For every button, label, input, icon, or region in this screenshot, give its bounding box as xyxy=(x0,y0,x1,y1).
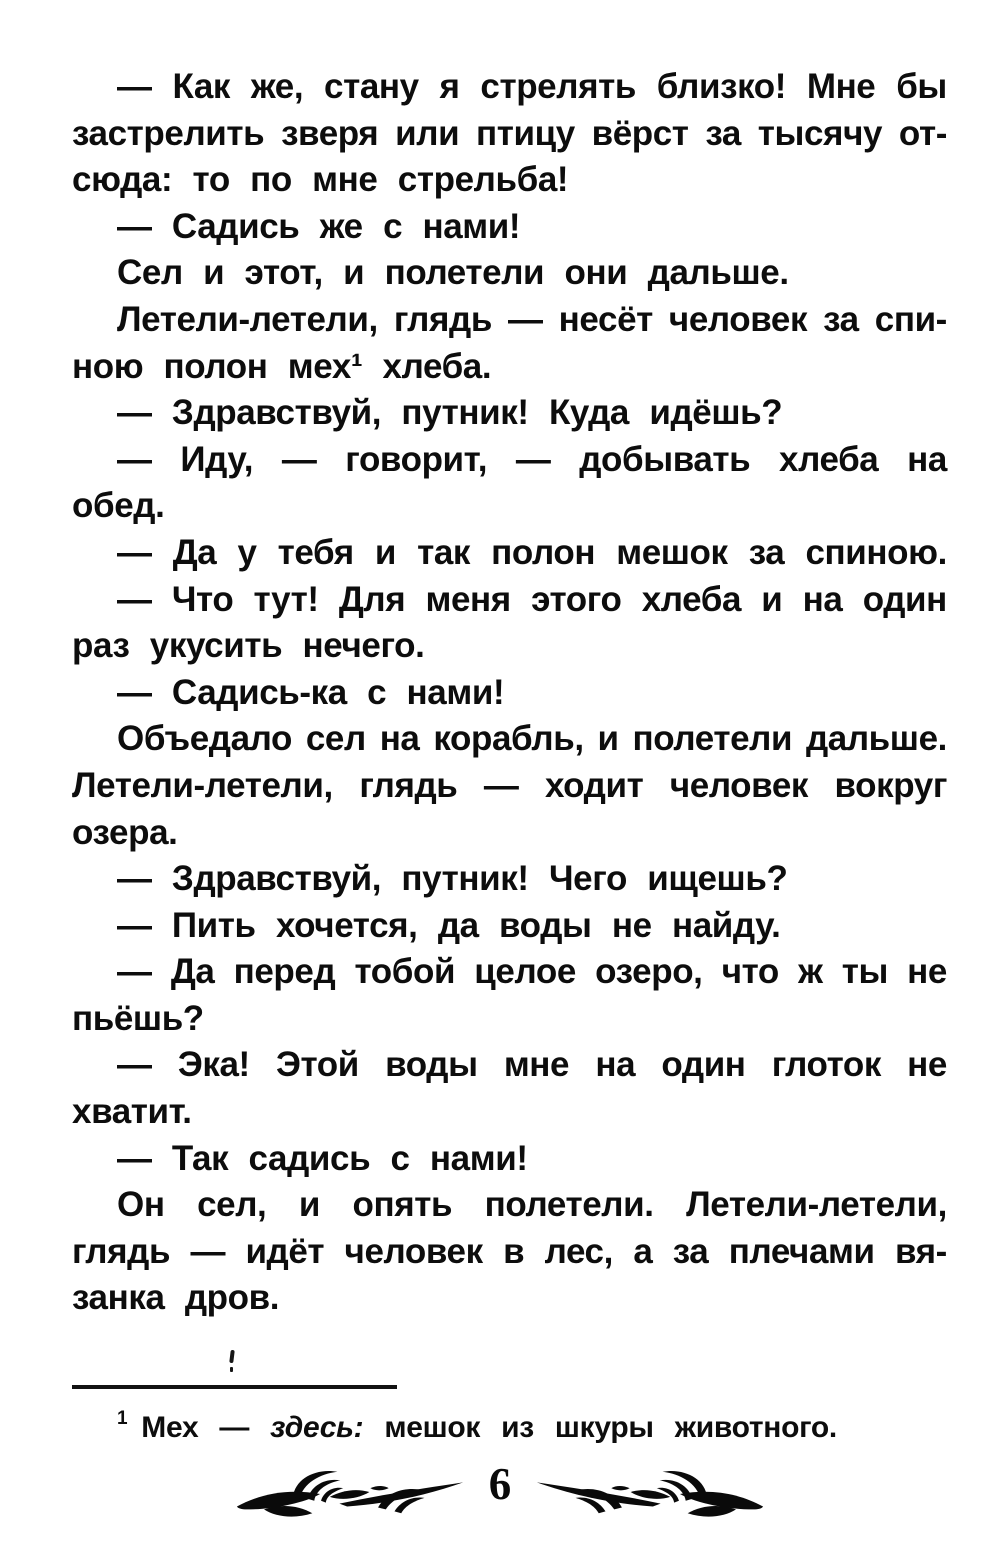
word: Летели-летели, xyxy=(686,1185,947,1225)
word: за xyxy=(748,532,785,572)
word: добывать xyxy=(579,439,751,479)
word: — xyxy=(117,579,152,619)
word: человек xyxy=(668,299,808,339)
word: глядь xyxy=(393,299,492,339)
word: в xyxy=(503,1231,525,1271)
word: ходит xyxy=(544,765,644,805)
word: — xyxy=(117,67,152,106)
word: Что xyxy=(171,579,234,619)
text-line xyxy=(72,1182,947,1229)
text-line: — Так садись с нами! xyxy=(117,1138,528,1178)
word: — xyxy=(190,1231,226,1271)
word: близко! xyxy=(656,67,786,106)
word: дальше. xyxy=(805,719,947,759)
word: глядь xyxy=(359,765,458,805)
word: Эка! xyxy=(177,1045,250,1085)
text-line: обед. xyxy=(72,486,165,526)
ornament-right-icon xyxy=(533,1463,765,1523)
text-line: — Пить хочется, да воды не найду. xyxy=(117,905,781,945)
word: ты xyxy=(841,952,888,992)
word: тысячу xyxy=(757,113,883,153)
word: Да xyxy=(170,952,215,992)
text-line: — Садись же с нами! xyxy=(117,206,521,246)
word: стану xyxy=(324,67,419,106)
word: плечами xyxy=(728,1231,875,1271)
text-line xyxy=(72,530,947,577)
word: — xyxy=(117,439,152,479)
word: Да xyxy=(172,532,217,572)
word: птицу xyxy=(476,113,575,153)
word: на xyxy=(379,719,420,759)
text-line: раз укусить нечего. xyxy=(72,626,425,666)
word: спиною. xyxy=(805,532,947,572)
word: мне xyxy=(503,1045,570,1085)
text-line: занка дров. xyxy=(72,1278,280,1318)
word: Летели-летели, xyxy=(117,299,378,339)
footnote-text-rest: мешок из шкуры животного. xyxy=(384,1411,837,1444)
word: Летели-летели, xyxy=(72,765,333,805)
word: Как xyxy=(172,67,231,106)
word: глядь xyxy=(72,1231,171,1271)
word: Объедало xyxy=(117,719,292,759)
word: человек xyxy=(344,1231,483,1271)
word: а xyxy=(633,1231,653,1271)
word: полетели. xyxy=(484,1185,654,1225)
word: от- xyxy=(898,113,947,153)
text-line xyxy=(72,1229,947,1276)
text-line xyxy=(72,949,947,996)
word: Мне xyxy=(806,67,876,106)
word: не xyxy=(907,952,947,992)
word: мешок xyxy=(616,532,728,572)
text-line: сюда: то по мне стрельба! xyxy=(72,160,569,200)
word: — xyxy=(483,765,519,805)
word: за xyxy=(823,299,859,339)
word: полетели xyxy=(632,719,793,759)
word: лес, xyxy=(544,1231,613,1271)
word: хлеба xyxy=(779,439,879,479)
text-line: — Здравствуй, путник! Чего ищешь? xyxy=(117,859,788,899)
page-footer xyxy=(0,1458,1000,1528)
text-line xyxy=(72,716,947,763)
word: зверя xyxy=(281,113,379,153)
word: меня xyxy=(425,579,511,619)
word: один xyxy=(862,579,947,619)
word: корабль, xyxy=(433,719,584,759)
word: целое xyxy=(474,952,576,992)
word: вёрст xyxy=(591,113,689,153)
ornament-left-icon xyxy=(235,1463,467,1523)
text-line: пьёшь? xyxy=(72,998,204,1038)
footnote-separator xyxy=(72,1385,397,1389)
word: полон xyxy=(491,532,596,572)
word: я xyxy=(439,67,460,106)
word: этого xyxy=(531,579,622,619)
word: и xyxy=(374,532,396,572)
word: сел xyxy=(305,719,366,759)
word: и xyxy=(298,1185,321,1225)
word: или xyxy=(395,113,460,153)
word: на xyxy=(595,1045,636,1085)
word: же, xyxy=(250,67,304,106)
word: несёт xyxy=(558,299,653,339)
word: на xyxy=(907,439,947,479)
word: и xyxy=(761,579,783,619)
story-text-block xyxy=(72,64,947,1322)
word: Иду, xyxy=(180,439,254,479)
word: ж xyxy=(798,952,823,992)
word: застрелить xyxy=(72,113,265,153)
word: и xyxy=(597,719,619,759)
word: за xyxy=(705,113,741,153)
text-line xyxy=(72,763,947,810)
word: воды xyxy=(385,1045,478,1085)
text-line xyxy=(72,577,947,624)
text-line: хватит. xyxy=(72,1092,192,1132)
word: вя- xyxy=(894,1231,947,1271)
word: — xyxy=(117,952,152,992)
word: хлеба xyxy=(641,579,742,619)
footnote-marker: 1 xyxy=(117,1408,128,1429)
word: на xyxy=(802,579,843,619)
word: опять xyxy=(352,1185,453,1225)
word: — xyxy=(508,299,543,339)
word: спи- xyxy=(874,299,947,339)
word: идёт xyxy=(245,1231,325,1271)
word: озеро, xyxy=(595,952,703,992)
text-line xyxy=(72,297,947,344)
word: говорит, xyxy=(345,439,488,479)
ink-artifact xyxy=(228,1350,236,1372)
page-number: 6 xyxy=(488,1459,512,1509)
text-line: — Здравствуй, путник! Куда идёшь? xyxy=(117,393,783,433)
text-line: ною полон мех¹ хлеба. xyxy=(72,346,492,386)
word: тобой xyxy=(354,952,456,992)
word: — xyxy=(117,532,152,572)
text-line xyxy=(72,1042,947,1089)
word: вокруг xyxy=(834,765,947,805)
word: стрелять xyxy=(480,67,636,106)
footnote xyxy=(72,1396,992,1451)
word: не xyxy=(907,1045,947,1085)
word: один xyxy=(661,1045,746,1085)
text-line xyxy=(72,64,947,111)
word: человек xyxy=(669,765,809,805)
footnote-text-lead: Мех — xyxy=(141,1411,250,1444)
text-line: Сел и этот, и полетели они дальше. xyxy=(117,253,789,293)
word: глоток xyxy=(771,1045,881,1085)
word: бы xyxy=(896,67,947,106)
word: тебя xyxy=(277,532,354,572)
word: Для xyxy=(338,579,406,619)
footnote-term-italic: здесь: xyxy=(270,1411,364,1444)
word: за xyxy=(672,1231,709,1271)
word: — xyxy=(515,439,551,479)
word: Этой xyxy=(276,1045,359,1085)
word: у xyxy=(237,532,257,572)
text-line xyxy=(72,437,947,484)
word: — xyxy=(117,1045,152,1085)
word: Он xyxy=(117,1185,165,1225)
word: так xyxy=(417,532,471,572)
word: сел, xyxy=(197,1185,267,1225)
word: перед xyxy=(233,952,336,992)
word: что xyxy=(721,952,779,992)
word: — xyxy=(281,439,317,479)
text-line: — Садись-ка с нами! xyxy=(117,672,505,712)
word: тут! xyxy=(253,579,319,619)
text-line xyxy=(72,111,947,158)
text-line: озера. xyxy=(72,812,178,852)
